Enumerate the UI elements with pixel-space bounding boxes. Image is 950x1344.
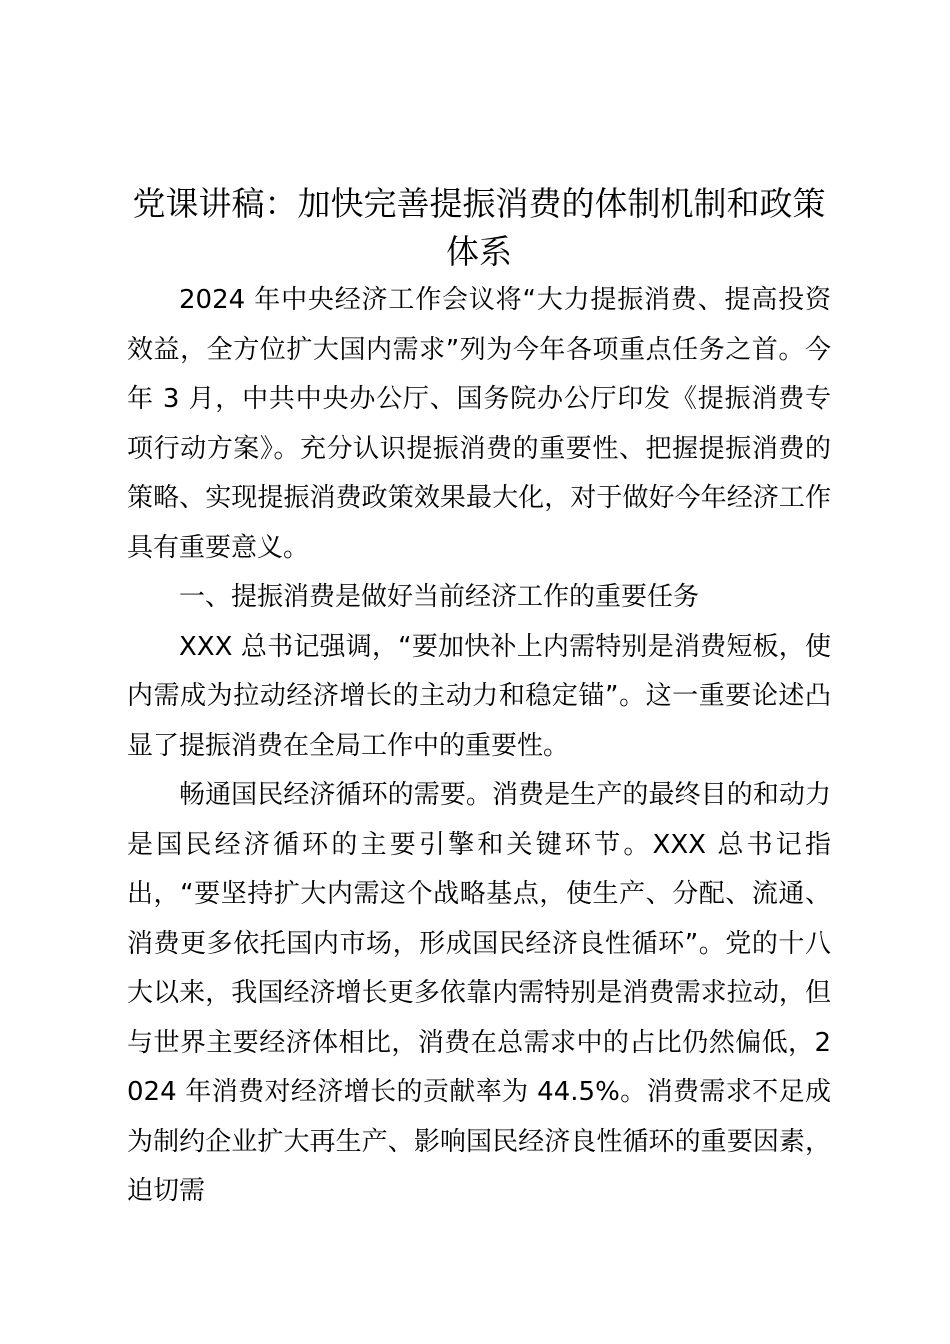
document-title: 党课讲稿：加快完善提振消费的体制机制和政策体系 — [132, 184, 826, 271]
document-body — [127, 180, 831, 1217]
section-heading-1: 一、提振消费是做好当前经济工作的重要任务 — [179, 582, 700, 612]
paragraph-quote: XXX 总书记强调，“要加快补上内需特别是消费短板，使内需成为拉动经济增长的主动力和稳定锚”。这一重要论述凸显了提振消费在全局工作中的重要性。 — [127, 631, 831, 761]
paragraph-circulation: 畅通国民经济循环的需要。消费是生产的最终目的和动力是国民经济循环的主要引擎和关键环节。XXX 总书记指出，“要坚持扩大内需这个战略基点，使生产、分配、流通、消费更多依托国内市场，形成国民经济良性循环”。党的十八大以来，我国经济增长更多依靠内需特别是消费需求拉动，但与世界主要经济体相比，消费在总需求中的占比仍然偏低，2024 年消费对经济增长的贡献率为 44.5%。消费需求不足成为制约企业扩大再生产、影响国民经济良性循环的重要因素，迫切需 — [127, 780, 831, 1206]
paragraph-intro: 2024 年中央经济工作会议将“大力提振消费、提高投资效益，全方位扩大国内需求”列为今年各项重点任务之首。今年 3 月，中共中央办公厅、国务院办公厅印发《提振消费专项行动方案》。充分认识提振消费的重要性、把握提振消费的策略、实现提振消费政策效果最大化，对于做好今年经济工作具有重要意义。 — [127, 285, 831, 563]
